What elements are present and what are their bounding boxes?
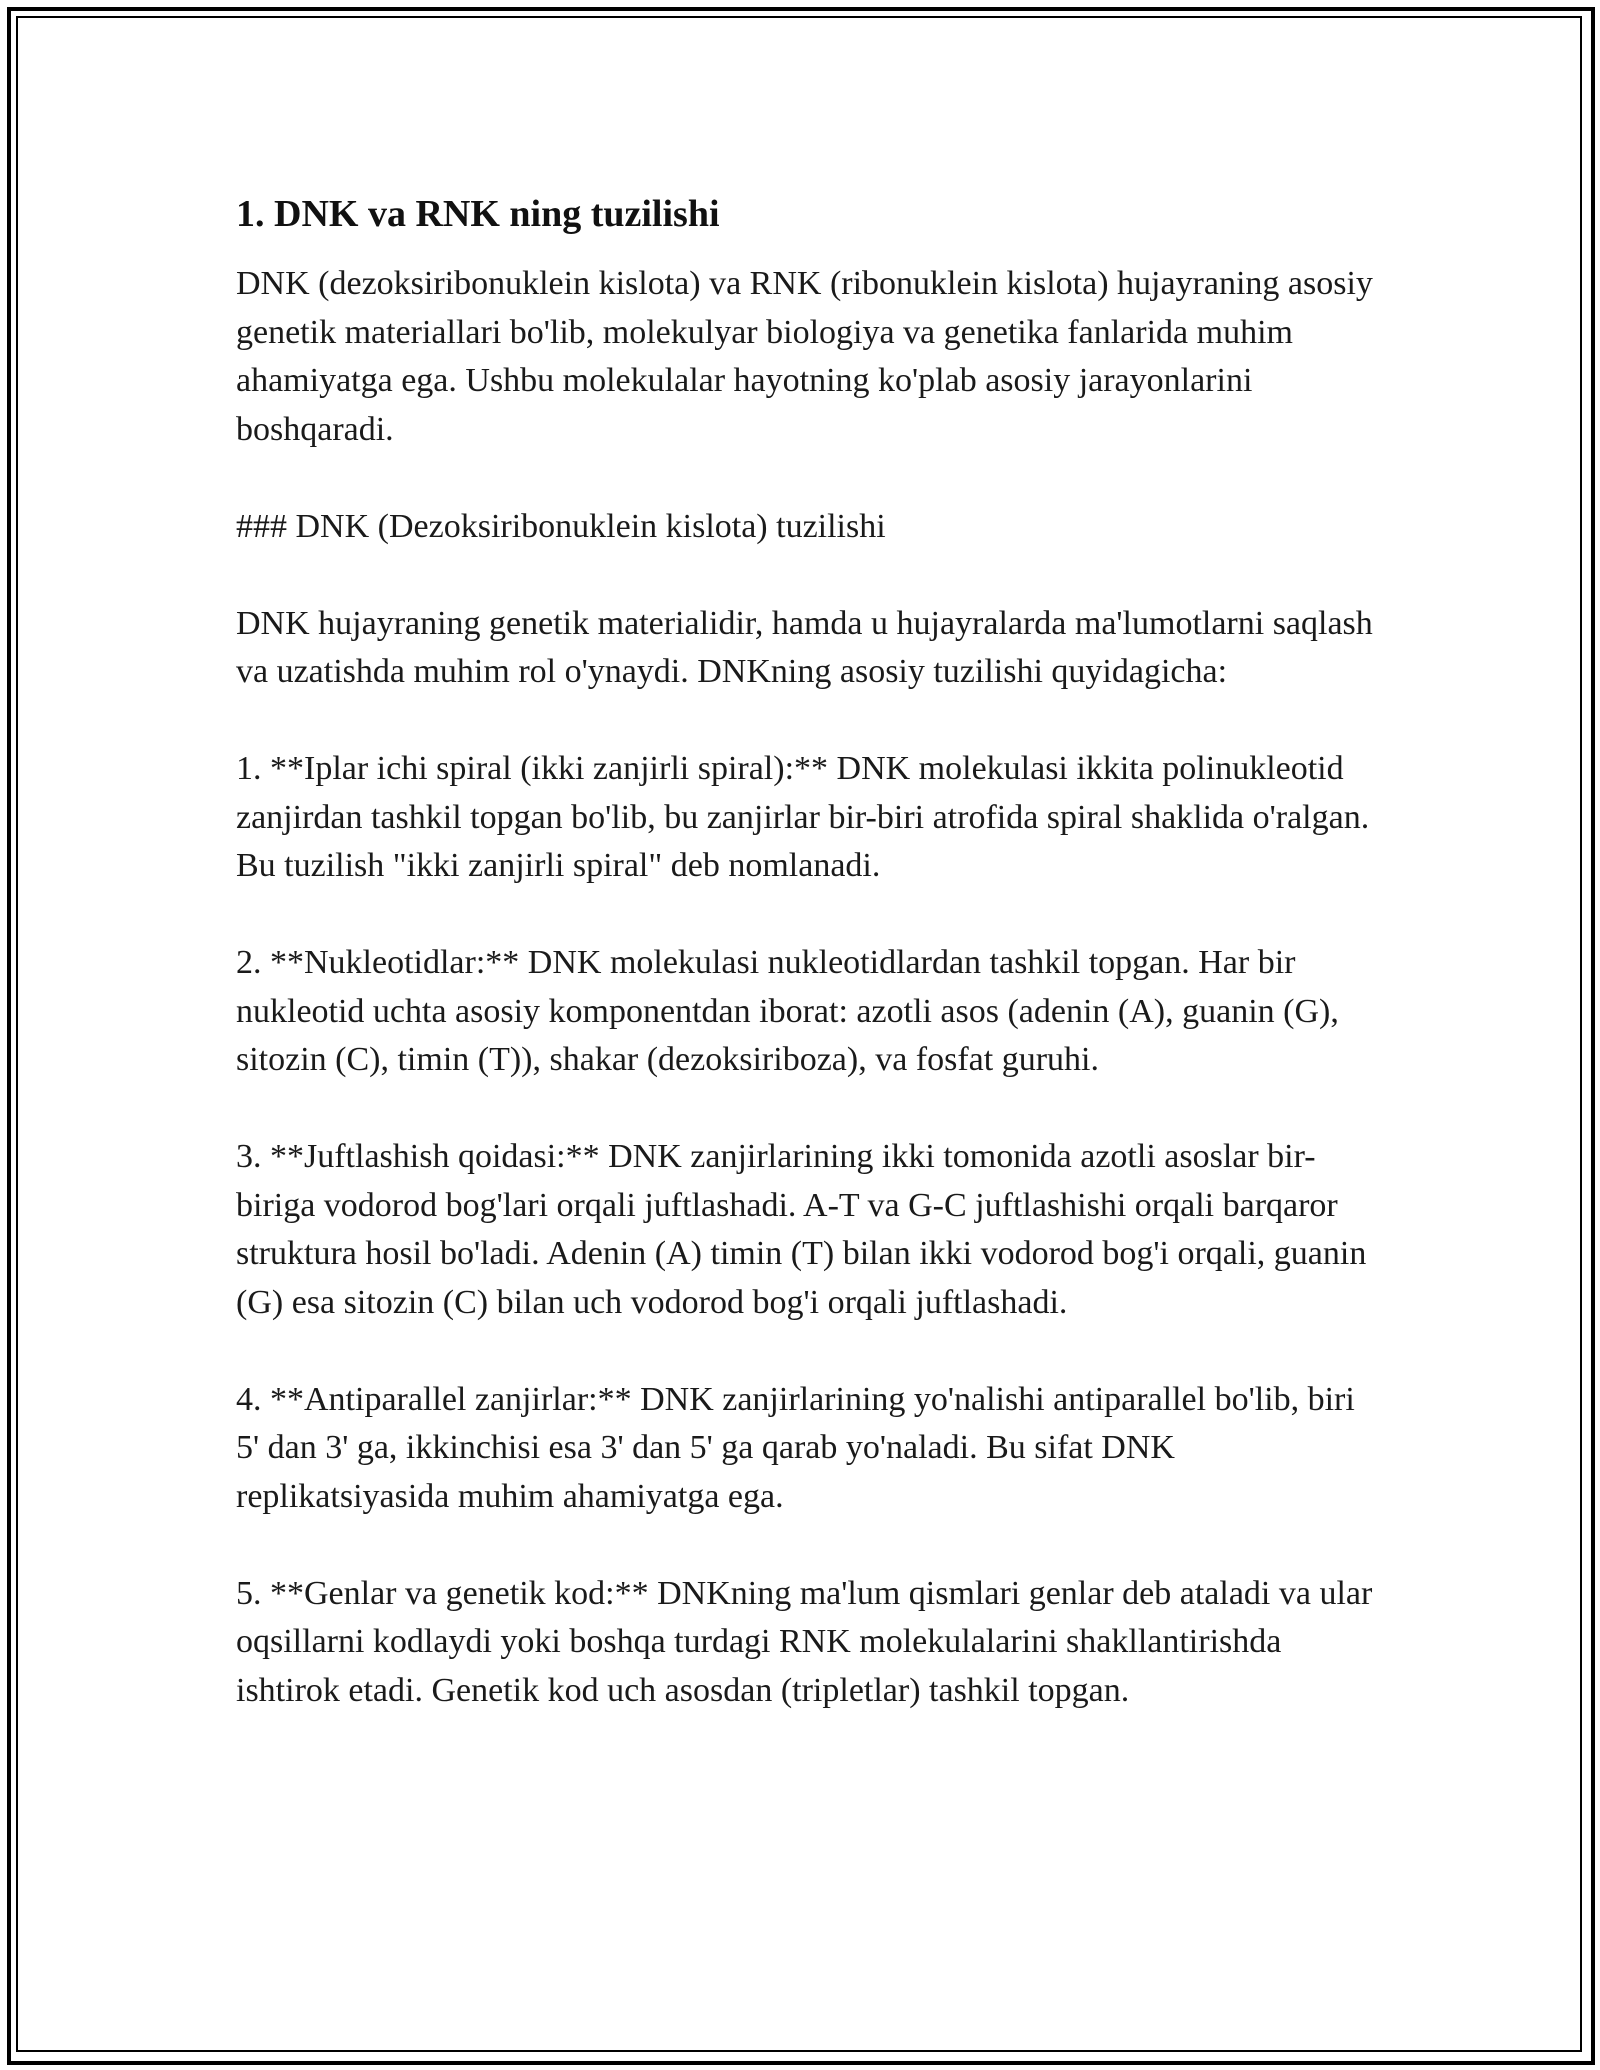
list-item: 1. **Iplar ichi spiral (ikki zanjirli spiral):** DNK molekulasi ikkita polinukleotid zanjirdan tashkil topgan bo'lib, bu zanjirlar bir-biri atrofida spiral shaklida o'ralgan. Bu tuzilish "ikki zanjirli spiral" deb nomlanadi.: [236, 750, 1370, 884]
section-subheading: ### DNK (Dezoksiribonuklein kislota) tuzilishi: [236, 507, 886, 545]
document-title: 1. DNK va RNK ning tuzilishi: [236, 193, 720, 235]
list-item: 2. **Nukleotidlar:** DNK molekulasi nukleotidlardan tashkil topgan. Har bir nukleotid uchta asosiy komponentdan iborat: azotli asos (adenin (A), guanin (G), sitozin (C), timin (T)), shakar (dezoksiriboza), va fosfat guruhi.: [236, 944, 1339, 1078]
list-item: 4. **Antiparallel zanjirlar:** DNK zanjirlarining yo'nalishi antiparallel bo'lib, biri 5' dan 3' ga, ikkinchisi esa 3' dan 5' ga qarab yo'naladi. Bu sifat DNK replikatsiyasida muhim ahamiyatga ega.: [236, 1380, 1355, 1515]
dna-intro-paragraph: DNK hujayraning genetik materialidir, hamda u hujayralarda ma'lumotlarni saqlash va uzatishda muhim rol o'ynaydi. DNKning asosiy tuzilishi quyidagicha:: [236, 604, 1373, 690]
intro-paragraph: DNK (dezoksiribonuklein kislota) va RNK (ribonuklein kislota) hujayraning asosiy genetik materiallari bo'lib, molekulyar biologiya va genetika fanlarida muhim ahamiyatga ega. Ushbu molekulalar hayotning ko'plab asosiy jarayonlarini boshqaradi.: [236, 265, 1373, 448]
list-item: 5. **Genlar va genetik kod:** DNKning ma'lum qismlari genlar deb ataladi va ular oqsillarni kodlaydi yoki boshqa turdagi RNK molekulalarini shakllantirishda ishtirok etadi. Genetik kod uch asosdan (tripletlar) tashkil topgan.: [236, 1574, 1373, 1709]
document-body: [236, 188, 1386, 1764]
list-item: 3. **Juftlashish qoidasi:** DNK zanjirlarining ikki tomonida azotli asoslar bir-biriga vodorod bog'lari orqali juftlashadi. A-T va G-C juftlashishi orqali barqaror struktura hosil bo'ladi. Adenin (A) timin (T) bilan ikki vodorod bog'i orqali, guanin (G) esa sitozin (C) bilan uch vodorod bog'i orqali juftlashadi.: [236, 1138, 1367, 1321]
